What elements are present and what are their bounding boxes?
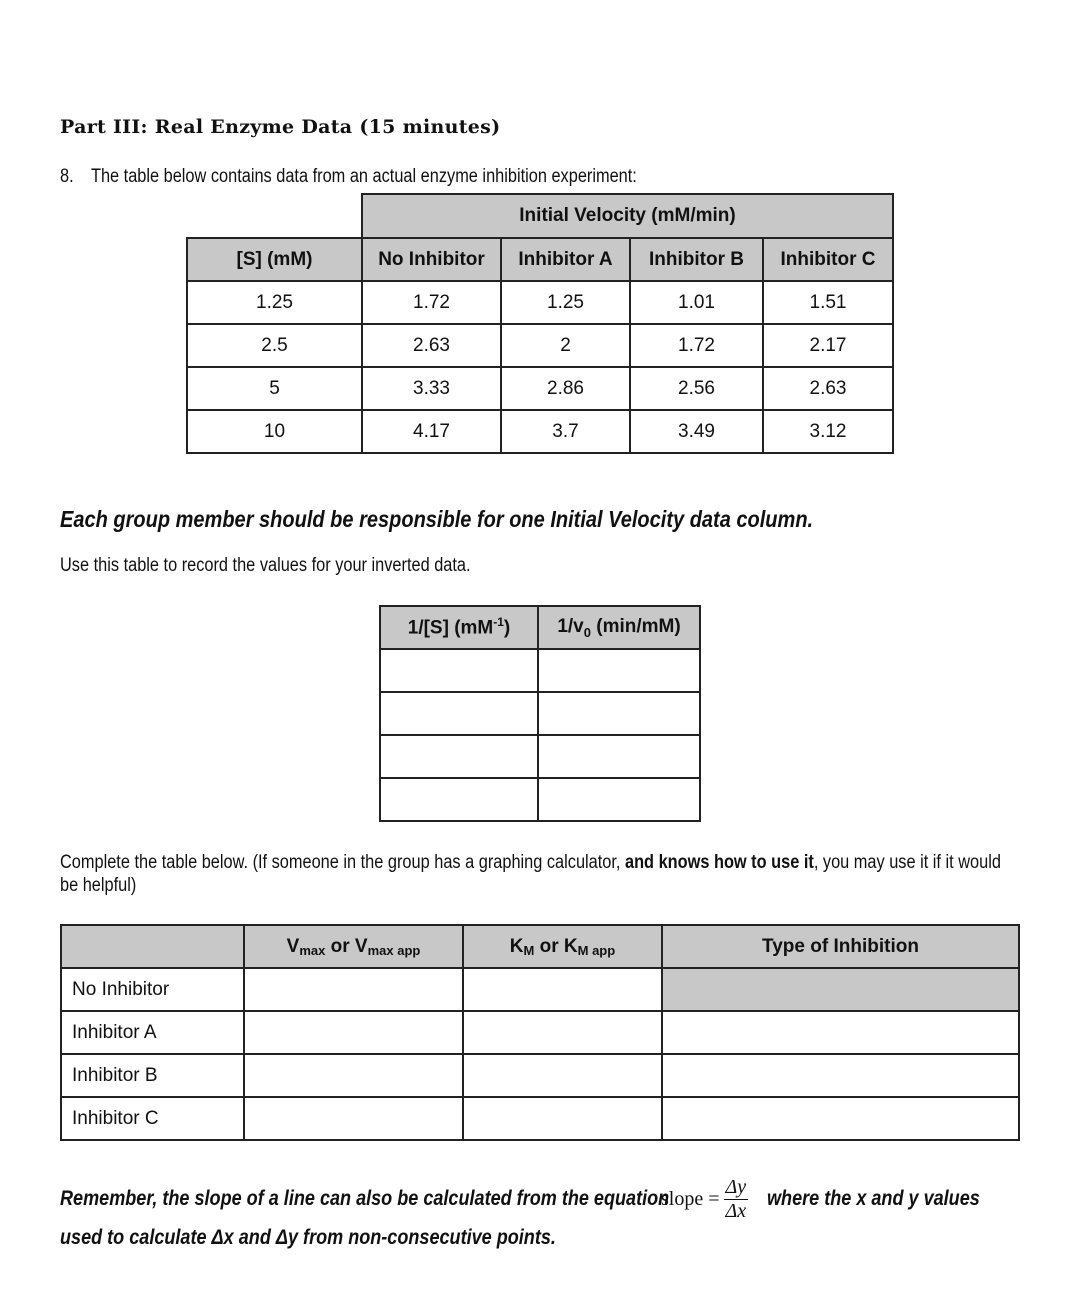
input-cell[interactable] [538,735,700,778]
input-cell[interactable] [538,778,700,821]
cell: 1.25 [501,281,630,324]
input-cell[interactable] [463,1097,662,1140]
question-number: 8. [60,166,74,187]
complete-table-note: Complete the table below. (If someone in the group has a graphing calculator, and knows how to use it, you may use it if it would be helpful) [60,852,1001,896]
input-cell[interactable] [538,692,700,735]
question-text: The table below contains data from an actual enzyme inhibition experiment: [90,166,637,187]
col-header-inhibitor-a: Inhibitor A [501,238,630,281]
slope-denominator: Δx [725,1200,747,1222]
table-row [61,968,1019,1011]
cell: 1.72 [630,324,763,367]
col-header-inhibitor-c: Inhibitor C [763,238,893,281]
table-row [187,410,893,453]
table-row [380,692,700,735]
input-cell[interactable] [538,649,700,692]
shaded-cell [662,968,1019,1011]
input-cell[interactable] [380,692,538,735]
cell: 1.72 [362,281,501,324]
column-header-row [187,238,893,281]
slope-numerator: Δy [725,1176,747,1198]
cell: 3.49 [630,410,763,453]
cell: 1.01 [630,281,763,324]
input-cell[interactable] [244,968,463,1011]
input-cell[interactable] [244,1054,463,1097]
remember-where: where the x and y values [767,1187,980,1210]
group-responsibility-note: Each group member should be responsible for one Initial Velocity data column. [60,506,814,532]
column-header-row [380,606,700,649]
cell: 4.17 [362,410,501,453]
initial-velocity-header: Initial Velocity (mM/min) [362,194,893,238]
table-row [187,324,893,367]
table-row [187,367,893,410]
table-row [61,1097,1019,1140]
row-label-inhibitor-b: Inhibitor B [61,1054,244,1097]
input-cell[interactable] [662,1054,1019,1097]
input-cell[interactable] [662,1097,1019,1140]
col-header-blank [61,925,244,968]
cell: 10 [187,410,362,453]
slope-equation [661,1176,748,1223]
cell: 2.56 [630,367,763,410]
inverted-data-table [379,605,701,822]
col-header-inverse-s: 1/[S] $(mM^{-1})$ [380,606,538,649]
cell: 2.63 [763,367,893,410]
row-label-inhibitor-a: Inhibitor A [61,1011,244,1054]
table-row [380,778,700,821]
row-label-inhibitor-c: Inhibitor C [61,1097,244,1140]
input-cell[interactable] [244,1097,463,1140]
col-header-vmax: $V_{max}$ or $V_{max app}$ [244,925,463,968]
input-cell[interactable] [244,1011,463,1054]
cell: 1.25 [187,281,362,324]
cell: 2.86 [501,367,630,410]
input-cell[interactable] [463,1011,662,1054]
col-header-no-inhibitor: No Inhibitor [362,238,501,281]
table-row [61,1054,1019,1097]
remember-line-1: Remember, the slope of a line can also be calculated from the equation [60,1187,670,1210]
velocity-table [186,193,894,454]
question-8 [60,166,637,188]
cell: 5 [187,367,362,410]
cell: 3.7 [501,410,630,453]
input-cell[interactable] [380,778,538,821]
col-header-km: $K_M$ or $K_{M app}$ [463,925,662,968]
cell: 2.5 [187,324,362,367]
table-row [187,281,893,324]
column-header-row [61,925,1019,968]
input-cell[interactable] [380,735,538,778]
cell: 2.17 [763,324,893,367]
col-header-type: Type of Inhibition [662,925,1019,968]
input-cell[interactable] [463,1054,662,1097]
cell: 2 [501,324,630,367]
cell: 3.12 [763,410,893,453]
table-row [61,1011,1019,1054]
input-cell[interactable] [380,649,538,692]
part-title: Part III: Real Enzyme Data (15 minutes) [60,116,501,138]
inverted-data-note: Use this table to record the values for your inverted data. [60,555,471,576]
input-cell[interactable] [662,1011,1019,1054]
col-header-inverse-v0: $1/v_0$ (min/mM) [538,606,700,649]
cell: 2.63 [362,324,501,367]
col-header-s: [S] (mM) [187,238,362,281]
cell: 3.33 [362,367,501,410]
input-cell[interactable] [463,968,662,1011]
cell: 1.51 [763,281,893,324]
remember-line-2: used to calculate Δx and Δy from non-consecutive points. [60,1226,556,1249]
slope-label: slope = [661,1188,720,1210]
blank-corner [187,194,362,238]
results-table [60,924,1020,1141]
col-header-inhibitor-b: Inhibitor B [630,238,763,281]
table-row [380,649,700,692]
table-row [380,735,700,778]
row-label-no-inhibitor: No Inhibitor [61,968,244,1011]
